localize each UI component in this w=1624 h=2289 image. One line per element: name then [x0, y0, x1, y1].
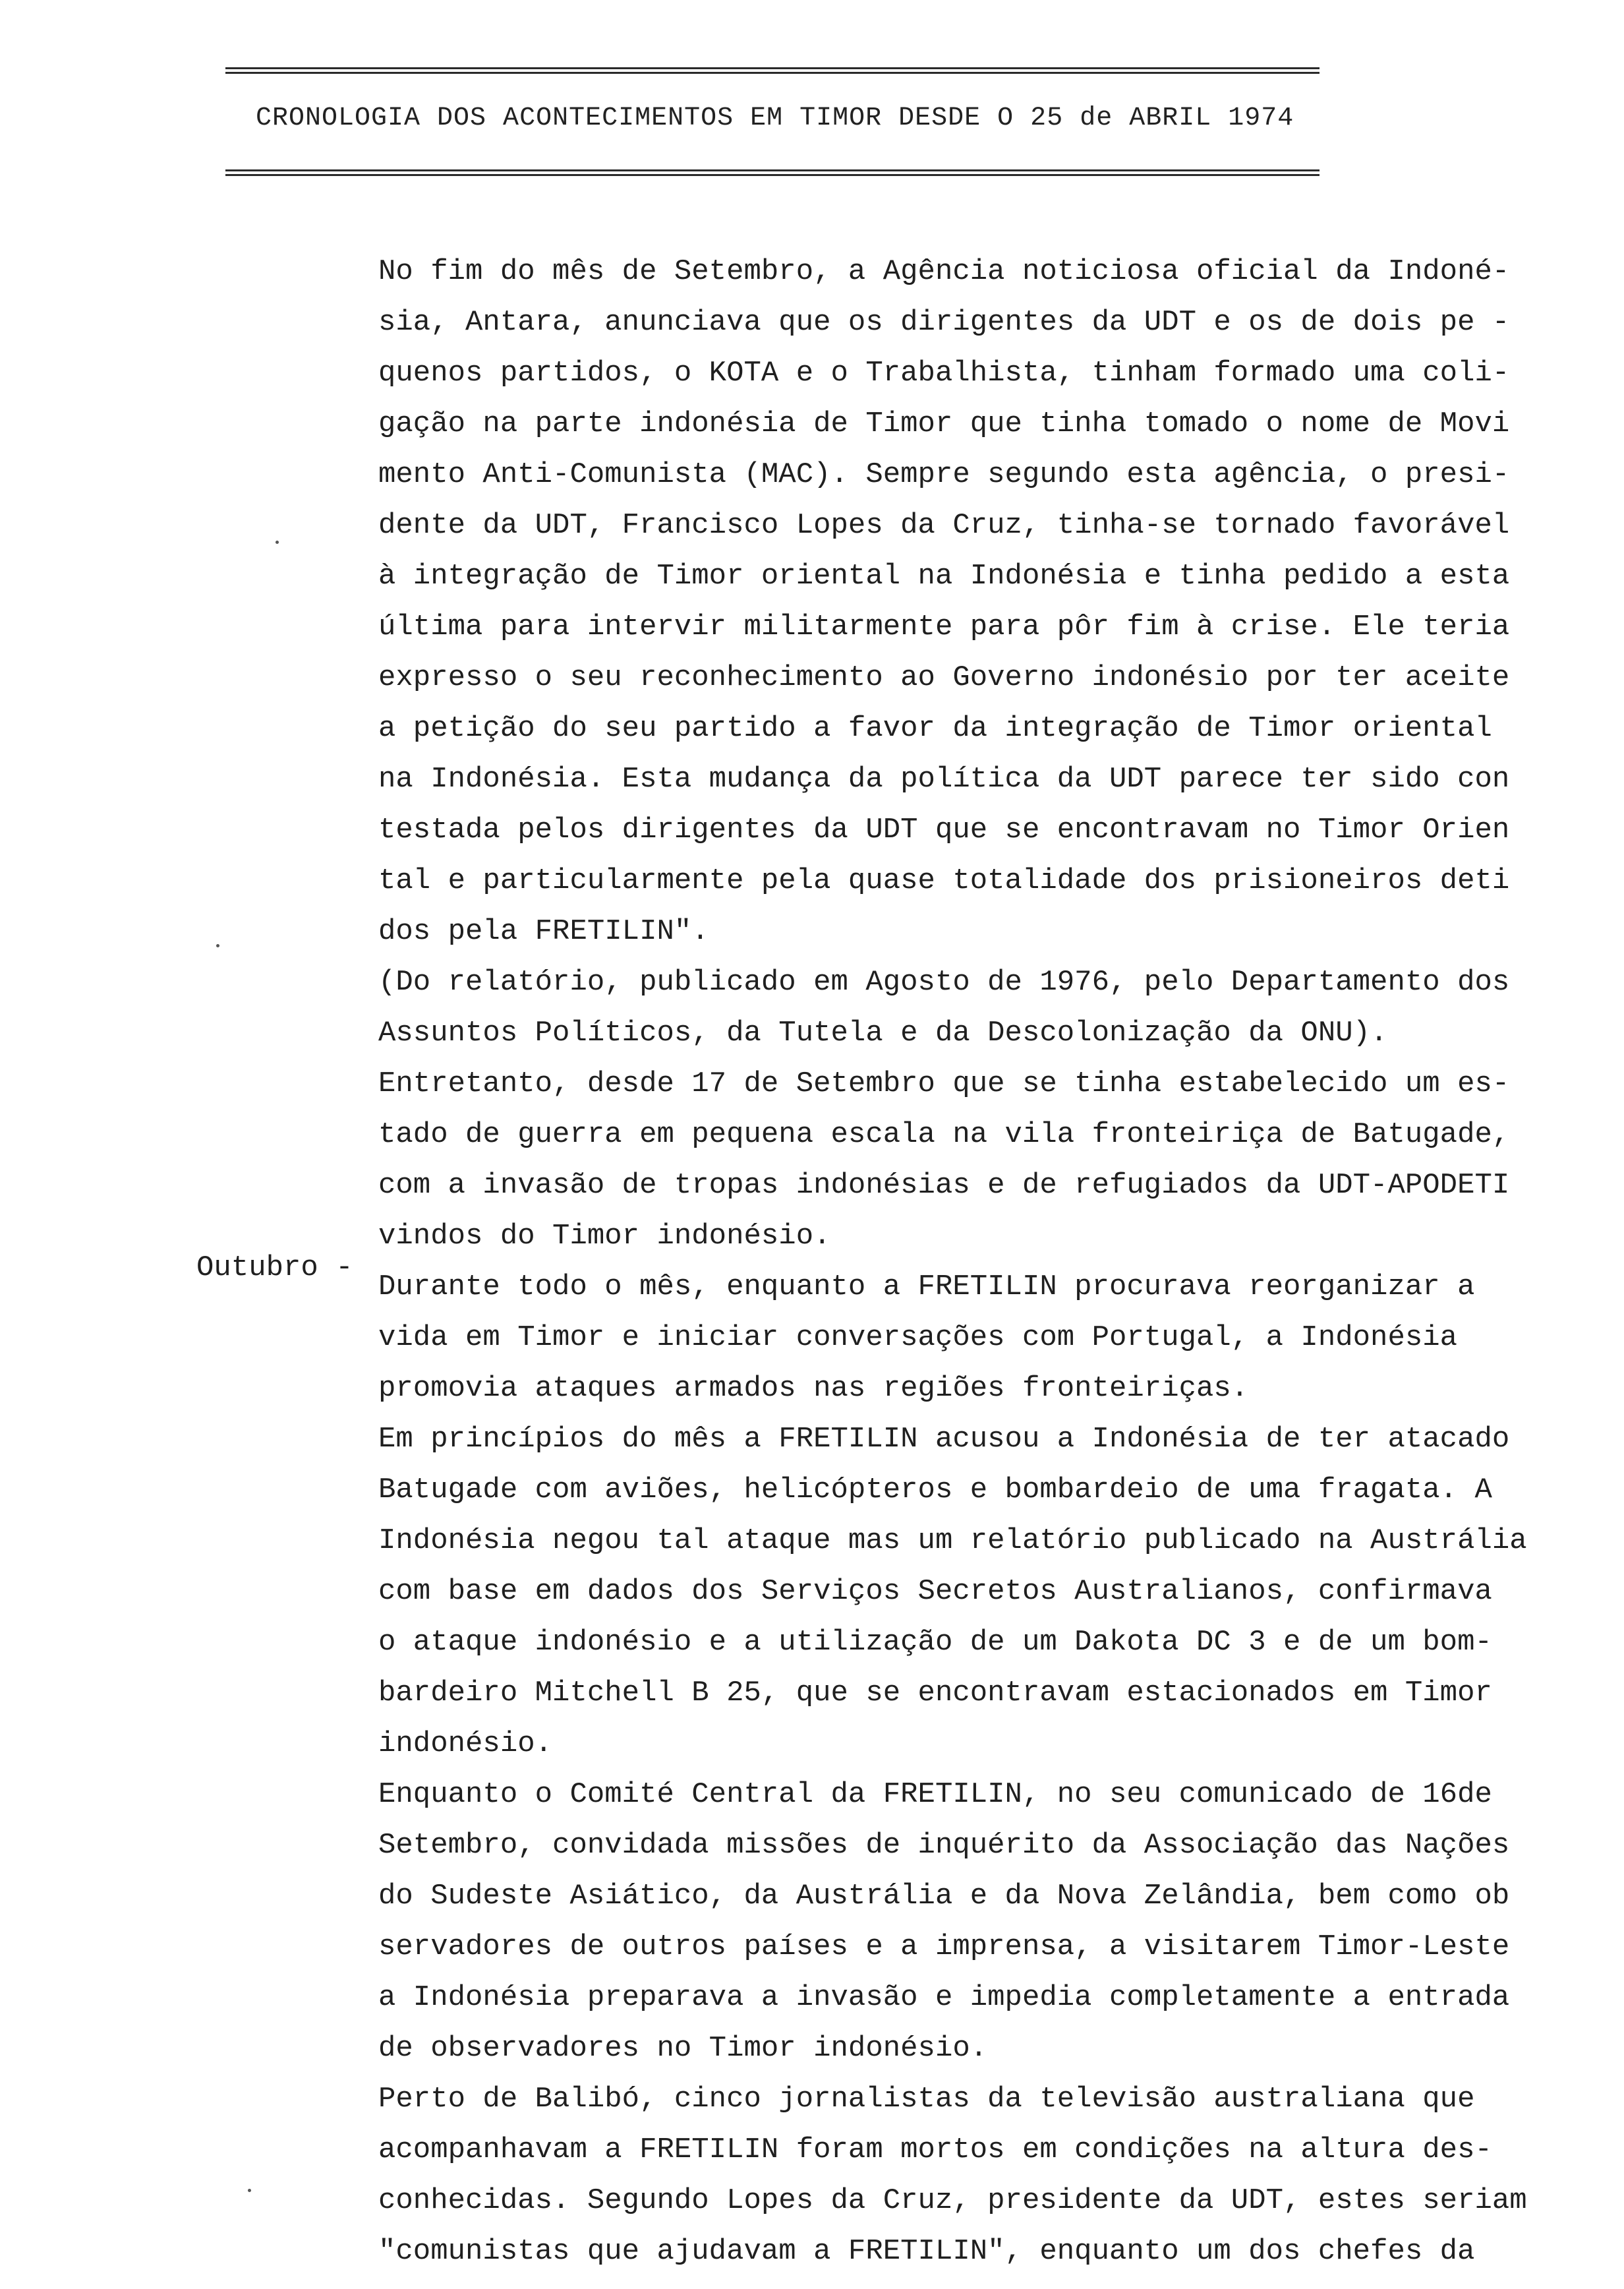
text-line: tado de guerra em pequena escala na vila fronteiriça de Batugade,	[378, 1118, 1510, 1151]
margin-label-outubro: Outubro -	[196, 1251, 353, 1284]
text-line: (Do relatório, publicado em Agosto de 1976, pelo Departamento dos	[378, 966, 1510, 999]
text-line: mento Anti-Comunista (MAC). Sempre segundo esta agência, o presi-	[378, 458, 1510, 491]
text-line: gação na parte indonésia de Timor que tinha tomado o nome de Movi	[378, 407, 1510, 440]
text-line: a Indonésia preparava a invasão e impedia completamente a entrada	[378, 1981, 1510, 2014]
text-line: Batugade com aviões, helicópteros e bombardeio de uma fragata. A	[378, 1473, 1492, 1506]
text-line: dos pela FRETILIN".	[378, 915, 709, 948]
text-line: Perto de Balibó, cinco jornalistas da televisão australiana que	[378, 2083, 1475, 2116]
text-line: testada pelos dirigentes da UDT que se encontravam no Timor Orien	[378, 814, 1510, 847]
text-line: Assuntos Políticos, da Tutela e da Descolonização da ONU).	[378, 1017, 1388, 1050]
text-line: sia, Antara, anunciava que os dirigentes da UDT e os de dois pe -	[378, 306, 1510, 339]
header-top-rule	[225, 66, 1320, 75]
text-line: na Indonésia. Esta mudança da política da UDT parece ter sido con	[378, 763, 1510, 796]
text-line: vindos do Timor indonésio.	[378, 1220, 831, 1253]
text-line: Entretanto, desde 17 de Setembro que se tinha estabelecido um es-	[378, 1067, 1510, 1100]
text-line: dente da UDT, Francisco Lopes da Cruz, tinha-se tornado favorável	[378, 509, 1510, 542]
text-line: última para intervir militarmente para pôr fim à crise. Ele teria	[378, 610, 1510, 643]
scan-speck	[276, 541, 279, 544]
text-line: tal e particularmente pela quase totalidade dos prisioneiros deti	[378, 864, 1510, 897]
text-line: conhecidas. Segundo Lopes da Cruz, presidente da UDT, estes seriam	[378, 2184, 1527, 2217]
text-line: Enquanto o Comité Central da FRETILIN, no seu comunicado de 16de	[378, 1778, 1492, 1811]
text-line: Durante todo o mês, enquanto a FRETILIN procurava reorganizar a	[378, 1270, 1475, 1303]
text-line: vida em Timor e iniciar conversações com Portugal, a Indonésia	[378, 1321, 1458, 1354]
text-line: o ataque indonésio e a utilização de um Dakota DC 3 e de um bom-	[378, 1626, 1492, 1659]
text-line: Indonésia negou tal ataque mas um relatório publicado na Austrália	[378, 1524, 1527, 1557]
text-line: de observadores no Timor indonésio.	[378, 2032, 988, 2065]
text-line: expresso o seu reconhecimento ao Governo indonésio por ter aceite	[378, 661, 1510, 694]
text-line: do Sudeste Asiático, da Austrália e da Nova Zelândia, bem como ob	[378, 1880, 1510, 1913]
text-line: quenos partidos, o KOTA e o Trabalhista, tinham formado uma coli-	[378, 357, 1510, 390]
text-line: com base em dados dos Serviços Secretos Australianos, confirmava	[378, 1575, 1492, 1608]
text-line: indonésio.	[378, 1727, 553, 1760]
body-text	[378, 247, 1527, 2277]
text-line: promovia ataques armados nas regiões fronteiriças.	[378, 1372, 1249, 1405]
text-line: acompanhavam a FRETILIN foram mortos em condições na altura des-	[378, 2133, 1492, 2166]
text-line: à integração de Timor oriental na Indonésia e tinha pedido a esta	[378, 560, 1510, 593]
scan-speck	[216, 944, 219, 947]
text-line: bardeiro Mitchell B 25, que se encontravam estacionados em Timor	[378, 1677, 1492, 1709]
text-line: com a invasão de tropas indonésias e de refugiados da UDT-APODETI	[378, 1169, 1510, 1202]
scan-speck	[248, 2189, 251, 2192]
document-title: CRONOLOGIA DOS ACONTECIMENTOS EM TIMOR DESDE O 25 de ABRIL 1974	[256, 104, 1294, 133]
text-line: Setembro, convidada missões de inquérito da Associação das Nações	[378, 1829, 1510, 1862]
text-line: Em princípios do mês a FRETILIN acusou a Indonésia de ter atacado	[378, 1423, 1510, 1456]
text-line: servadores de outros países e a imprensa, a visitarem Timor-Leste	[378, 1930, 1510, 1963]
header-bottom-rule	[225, 168, 1320, 177]
text-line: a petição do seu partido a favor da integração de Timor oriental	[378, 712, 1492, 745]
text-line: "comunistas que ajudavam a FRETILIN", enquanto um dos chefes da	[378, 2235, 1475, 2268]
text-line: No fim do mês de Setembro, a Agência noticiosa oficial da Indoné-	[378, 255, 1510, 288]
